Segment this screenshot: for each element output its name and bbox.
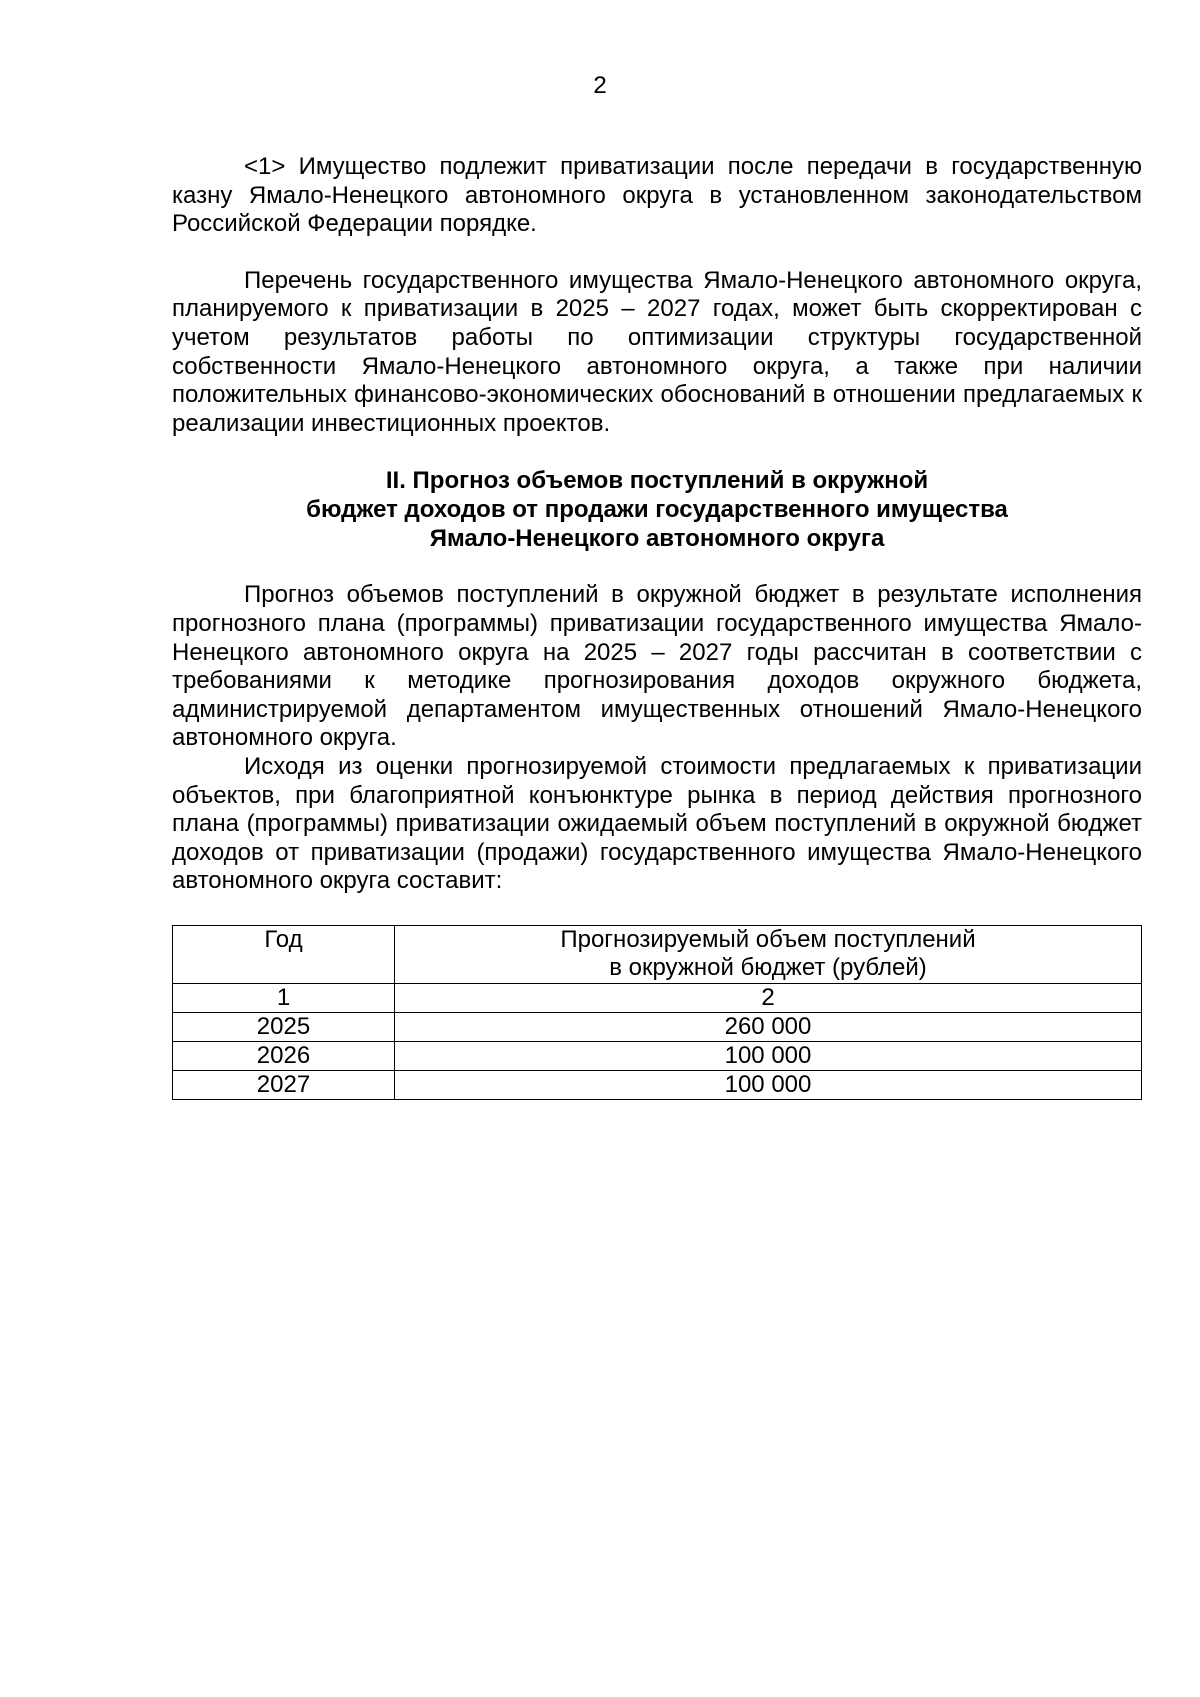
section-heading-line-3: Ямало-Ненецкого автономного округа xyxy=(429,525,885,553)
year-cell: 2025 xyxy=(173,1012,395,1041)
page-number: 2 xyxy=(593,72,607,99)
header-year-label: Год xyxy=(264,925,303,953)
table-header-row xyxy=(173,925,1142,983)
amount-cell: 100 000 xyxy=(395,1070,1142,1099)
revenue-forecast-table xyxy=(172,925,1142,1100)
section-heading xyxy=(172,466,1142,553)
estimate-paragraph: Исходя из оценки прогнозируемой стоимости предлагаемых к приватизации объектов, при благоприятной конъюнктуре рынка в период действия прогнозного плана (программы) приватизации ожидаемый объем поступлений в окружной бюджет доходов от приватизации (продажи) государственного имущества Ямало-Ненецкого автономного округа составит: xyxy=(172,752,1142,895)
amount-cell: 260 000 xyxy=(395,1012,1142,1041)
spacer xyxy=(172,239,1142,267)
document-body xyxy=(172,153,1142,1100)
amount-cell: 100 000 xyxy=(395,1041,1142,1070)
table-row xyxy=(173,1012,1142,1041)
year-cell: 2027 xyxy=(173,1070,395,1099)
header-amount-line-1: Прогнозируемый объем поступлений xyxy=(560,925,976,953)
header-amount-cell xyxy=(395,925,1142,983)
year-cell: 2026 xyxy=(173,1041,395,1070)
spacer xyxy=(172,438,1142,466)
property-list-paragraph: Перечень государственного имущества Ямало-Ненецкого автономного округа, планируемого к приватизации в 2025 – 2027 годах, может быть скорректирован с учетом результатов работы по оптимизации структуры государственной собственности Ямало-Ненецкого автономного округа, а также при наличии положительных финансово-экономических обоснований в отношении предлагаемых к реализации инвестиционных проектов. xyxy=(172,266,1142,437)
column-number-cell: 2 xyxy=(395,983,1142,1012)
table-row xyxy=(173,1041,1142,1070)
footnote-paragraph: <1> Имущество подлежит приватизации после передачи в государственную казну Ямало-Ненецкого автономного округа в установленном законодательством Российской Федерации порядке. xyxy=(172,153,1142,238)
forecast-paragraph: Прогноз объемов поступлений в окружной бюджет в результате исполнения прогнозного плана (программы) приватизации государственного имущества Ямало-Ненецкого автономного округа на 2025 – 2027 годы рассчитан в соответствии с требованиями к методике прогнозирования доходов окружного бюджета, администрируемой департаментом имущественных отношений Ямало-Ненецкого автономного округа. xyxy=(172,581,1142,752)
table-row xyxy=(173,1070,1142,1099)
table-column-number-row xyxy=(173,983,1142,1012)
section-heading-line-2: бюджет доходов от продажи государственного имущества xyxy=(306,496,1008,524)
section-heading-line-1: II. Прогноз объемов поступлений в окружной xyxy=(385,467,929,495)
header-amount-line-2: в окружной бюджет (рублей) xyxy=(609,953,927,981)
header-year-cell xyxy=(173,925,395,983)
column-number-cell: 1 xyxy=(173,983,395,1012)
spacer xyxy=(172,553,1142,581)
